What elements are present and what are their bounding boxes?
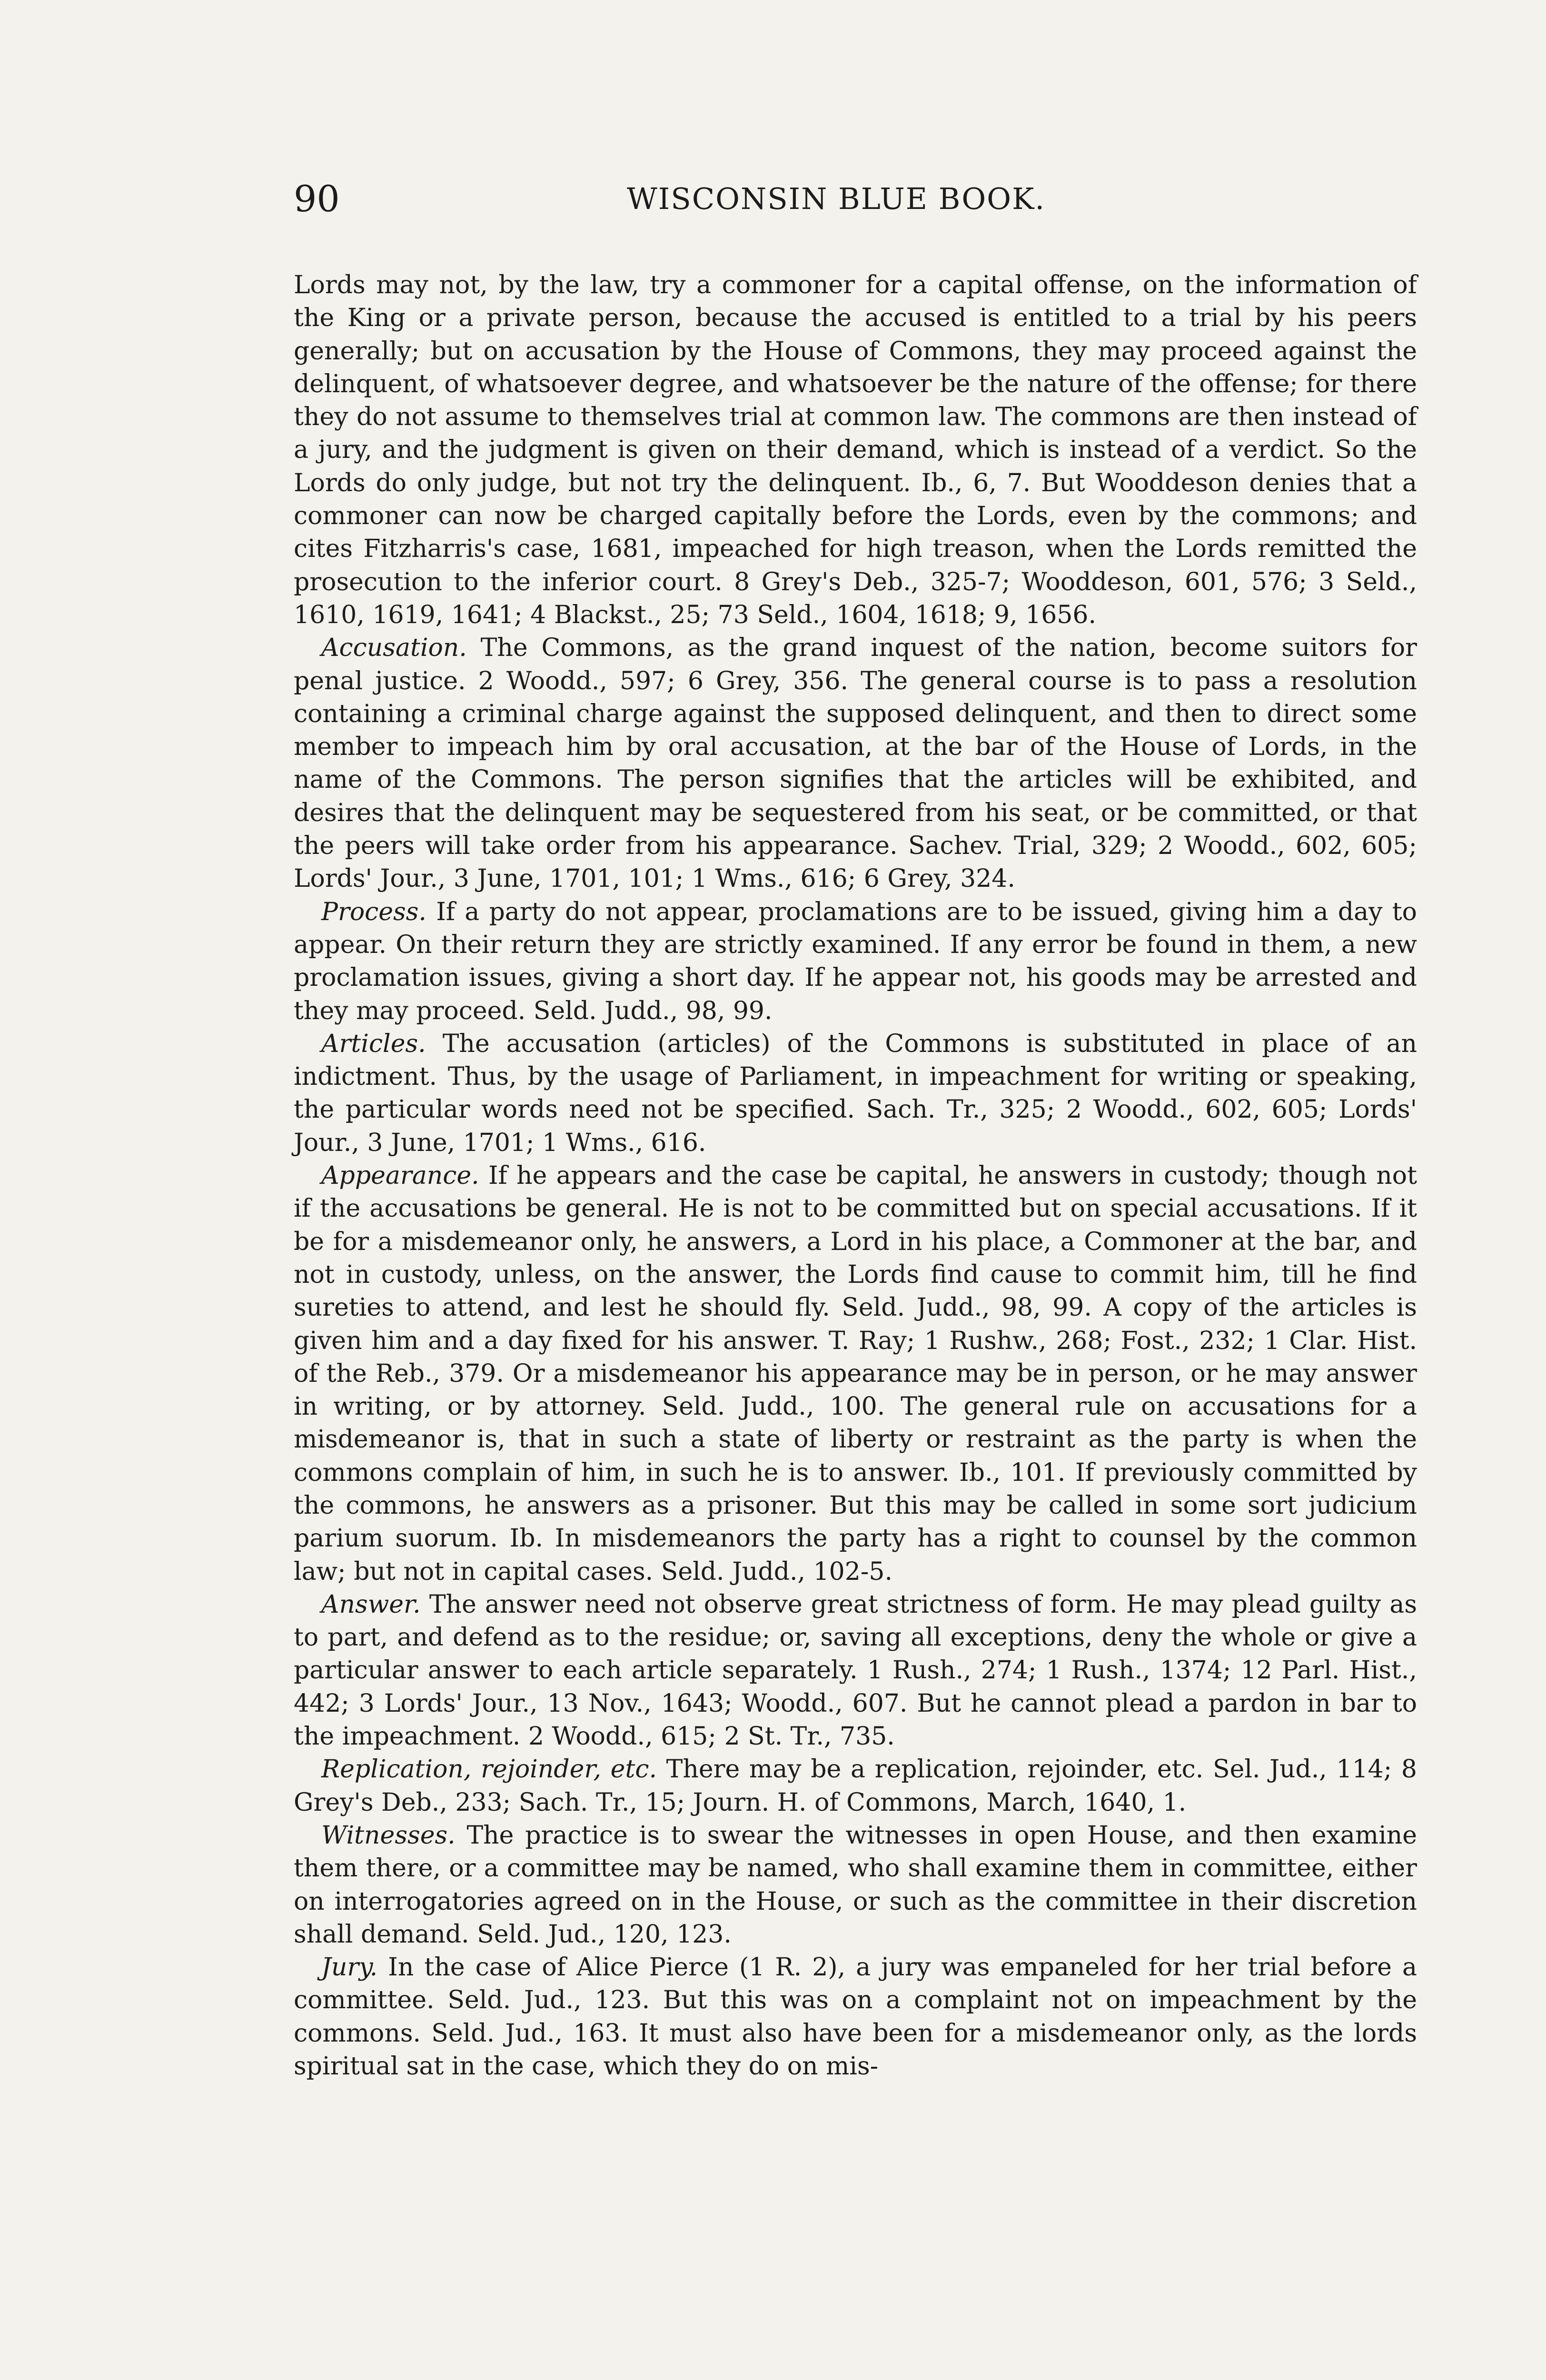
paragraph-witnesses (294, 1819, 1417, 1951)
section-lead: Witnesses. (321, 1821, 456, 1850)
section-lead: Process. (321, 897, 426, 926)
page-header (294, 175, 1417, 228)
paragraph-process (294, 896, 1417, 1028)
paragraph-lords-trial (294, 269, 1417, 632)
section-lead: Answer. (321, 1590, 421, 1619)
paragraph-text: There may be a replication, rejoinder, etc. Sel. Jud., 114; 8 Grey's Deb., 233; Sach. Tr., 15; Journ. H. of Commons, March, 1640, 1. (294, 1755, 1417, 1817)
section-lead: Articles. (321, 1029, 426, 1058)
paragraph-answer (294, 1588, 1417, 1753)
paragraph-text: If he appears and the case be capital, he answers in custody; though not if the accusations be general. He is not to be committed but on special accusations. If it be for a misdemeanor only, he answers, a Lord in his place, a Commoner at the bar, and not in custody, unless, on the answer, the Lords find cause to commit him, till he find sureties to attend, and lest he should fly. Seld. Judd., 98, 99. A copy of the articles is given him and a day fixed for his answer. T. Ray; 1 Rushw., 268; Fost., 232; 1 Clar. Hist. of the Reb., 379. Or a misdemeanor his appearance may be in person, or he may answer in writing, or by attorney. Seld. Judd., 100. The general rule on accusations for a misdemeanor is, that in such a state of liberty or restraint as the party is when the commons complain of him, in such he is to answer. Ib., 101. If previously committed by the commons, he answers as a prisoner. But this may be called in some sort judicium parium suorum. Ib. In misdemeanors the party has a right to counsel by the common law; but not in capital cases. Seld. Judd., 102-5. (294, 1161, 1417, 1586)
paragraph-text: The Commons, as the grand inquest of the nation, become suitors for penal justice. 2 Woodd., 597; 6 Grey, 356. The general course is to pass a resolution containing a criminal charge against the supposed delinquent, and then to direct some member to impeach him by oral accusation, at the bar of the House of Lords, in the name of the Commons. The person signifies that the articles will be exhibited, and desires that the delinquent may be sequestered from his seat, or be committed, or that the peers will take order from his appearance. Sachev. Trial, 329; 2 Woodd., 602, 605; Lords' Jour., 3 June, 1701, 101; 1 Wms., 616; 6 Grey, 324. (294, 634, 1417, 893)
paragraph-jury (294, 1951, 1417, 2083)
paragraph-accusation (294, 632, 1417, 895)
paragraph-text: The answer need not observe great strictness of form. He may plead guilty as to part, and defend as to the residue; or, saving all exceptions, deny the whole or give a particular answer to each article separately. 1 Rush., 274; 1 Rush., 1374; 12 Parl. Hist., 442; 3 Lords' Jour., 13 Nov., 1643; Woodd., 607. But he cannot plead a pardon in bar to the impeachment. 2 Woodd., 615; 2 St. Tr., 735. (294, 1590, 1417, 1751)
section-lead: Jury. (321, 1953, 378, 1982)
paragraph-text: The accusation (articles) of the Commons is substituted in place of an indictment. Thus, by the usage of Parliament, in impeachment for writing or speaking, the particular words need not be specified. Sach. Tr., 325; 2 Woodd., 602, 605; Lords' Jour., 3 June, 1701; 1 Wms., 616. (294, 1029, 1417, 1157)
section-lead: Accusation. (321, 634, 467, 663)
paragraph-appearance (294, 1160, 1417, 1588)
paragraph-articles (294, 1028, 1417, 1160)
paragraph-text: If a party do not appear, proclamations are to be issued, giving him a day to appear. On their return they are strictly examined. If any error be found in them, a new proclamation issues, giving a short day. If he appear not, his goods may be arrested and they may proceed. Seld. Judd., 98, 99. (294, 897, 1417, 1025)
page-number: 90 (294, 178, 340, 220)
paragraph-replication (294, 1753, 1417, 1819)
paragraph-text: Lords may not, by the law, try a commoner for a capital offense, on the information of the King or a private person, because the accused is entitled to a trial by his peers generally; but on accusation by the House of Commons, they may proceed against the delinquent, of whatsoever degree, and whatsoever be the nature of the offense; for there they do not assume to themselves trial at common law. The commons are then instead of a jury, and the judgment is given on their demand, which is instead of a verdict. So the Lords do only judge, but not try the delinquent. Ib., 6, 7. But Wooddeson denies that a commoner can now be charged capitally before the Lords, even by the commons; and cites Fitzharris's case, 1681, impeached for high treason, when the Lords remitted the prosecution to the inferior court. 8 Grey's Deb., 325-7; Wooddeson, 601, 576; 3 Seld., 1610, 1619, 1641; 4 Blackst., 25; 73 Seld., 1604, 1618; 9, 1656. (294, 271, 1417, 629)
section-lead: Replication, rejoinder, etc. (321, 1755, 657, 1784)
paragraph-text: In the case of Alice Pierce (1 R. 2), a jury was empaneled for her trial before a committee. Seld. Jud., 123. But this was on a complaint not on impeachment by the commons. Seld. Jud., 163. It must also have been for a misdemeanor only, as the lords spiritual sat in the case, which they do on mis- (294, 1953, 1417, 2081)
running-head: WISCONSIN BLUE BOOK. (627, 181, 1046, 216)
section-lead: Appearance. (321, 1161, 479, 1190)
body-text (294, 269, 1417, 2083)
paragraph-text: The practice is to swear the witnesses in open House, and then examine them there, or a committee may be named, who shall examine them in committee, either on interrogatories agreed on in the House, or such as the committee in their discretion shall demand. Seld. Jud., 120, 123. (294, 1821, 1417, 1949)
